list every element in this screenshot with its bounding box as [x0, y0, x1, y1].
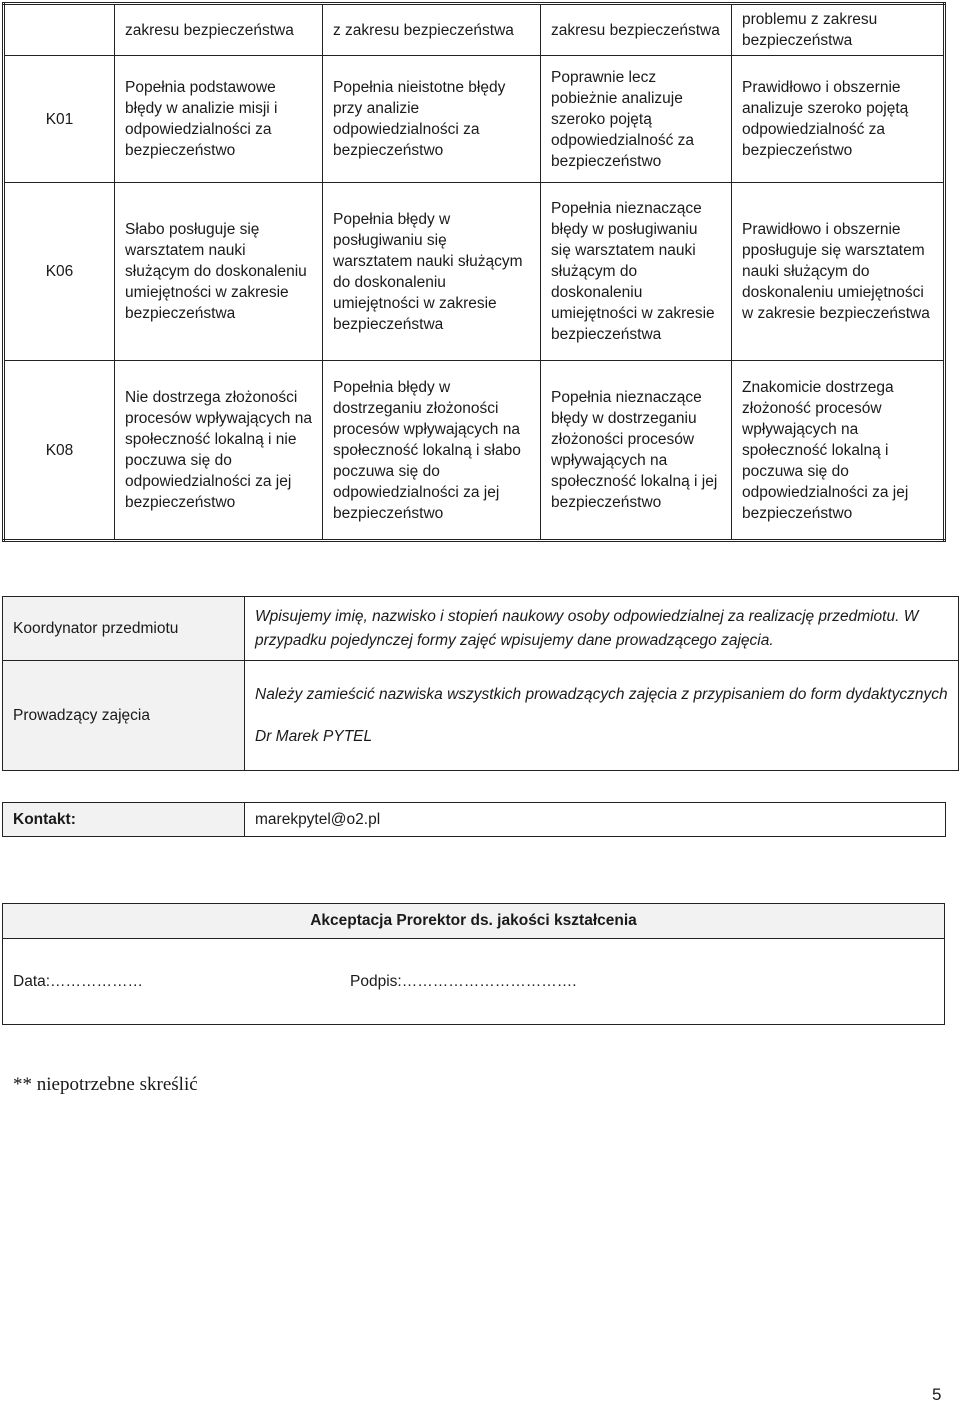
- grade-cell: Popełnia nieistotne błędy przy analizie odpowiedzialności za bezpieczeństwo: [323, 56, 541, 183]
- table-row: [4, 361, 945, 541]
- coordinator-row: [3, 597, 959, 661]
- staff-table: [2, 596, 959, 771]
- criterion-code: K06: [4, 183, 115, 361]
- grade-cell: Popełnia błędy w dostrzeganiu złożoności procesów wpływających na społeczność lokalną i słabo poczuwa się do odpowiedzialności za jej bezpieczeństwo: [323, 361, 541, 541]
- approval-table: [2, 903, 945, 1025]
- criterion-code: K01: [4, 56, 115, 183]
- criterion-code: K08: [4, 361, 115, 541]
- signature-field: Podpis:…………………………….: [350, 972, 577, 990]
- coordinator-text: Wpisujemy imię, nazwisko i stopień naukowy osoby odpowiedzialnej za realizację przedmiotu. W przypadku pojedynczej formy zajęć wpisujemy dane prowadzącego zajęcia.: [245, 597, 959, 661]
- approval-title: Akceptacja Prorektor ds. jakości kształcenia: [3, 904, 945, 939]
- header-cell-blank: [4, 4, 115, 56]
- header-cell: problemu z zakresu bezpieczeństwa: [732, 4, 945, 56]
- table-header-row: [4, 4, 945, 56]
- grade-cell: Poprawnie lecz pobieżnie analizuje szeroko pojętą odpowiedzialność za bezpieczeństwo: [541, 56, 732, 183]
- instructors-row: [3, 661, 959, 771]
- table-row: [4, 183, 945, 361]
- grade-cell: Słabo posługuje się warsztatem nauki służącym do doskonaleniu umiejętności w zakresie bezpieczeństwa: [115, 183, 323, 361]
- instructors-text: Należy zamieścić nazwiska wszystkich prowadzących zajęcia z przypisaniem do form dydaktycznych: [255, 685, 948, 703]
- grade-cell: Popełnia nieznaczące błędy w dostrzeganiu złożoności procesów wpływających na społeczność lokalną i jej bezpieczeństwo: [541, 361, 732, 541]
- page-number: 5: [932, 1385, 942, 1404]
- grade-cell: Prawidłowo i obszernie analizuje szeroko pojętą odpowiedzialność za bezpieczeństwo: [732, 56, 945, 183]
- contact-table: [2, 802, 946, 837]
- grade-cell: Prawidłowo i obszernie pposługuje się warsztatem nauki służącym do doskonaleniu umiejętności w zakresie bezpieczeństwa: [732, 183, 945, 361]
- approval-fields: [3, 939, 945, 1025]
- date-field: Data:………………: [13, 972, 144, 990]
- contact-email: marekpytel@o2.pl: [245, 803, 946, 837]
- assessment-criteria-table: [2, 2, 946, 542]
- grade-cell: Popełnia podstawowe błędy w analizie misji i odpowiedzialności za bezpieczeństwo: [115, 56, 323, 183]
- grade-cell: Nie dostrzega złożoności procesów wpływających na społeczność lokalną i nie poczuwa się do odpowiedzialności za jej bezpieczeństwo: [115, 361, 323, 541]
- instructor-name: Dr Marek PYTEL: [255, 727, 373, 745]
- grade-cell: Popełnia błędy w posługiwaniu się warsztatem nauki służącym do doskonaleniu umiejętności w zakresie bezpieczeństwa: [323, 183, 541, 361]
- grade-cell: Znakomicie dostrzega złożoność procesów wpływających na społeczność lokalną i poczuwa się do odpowiedzialności za jej bezpieczeństwo: [732, 361, 945, 541]
- coordinator-label: Koordynator przedmiotu: [3, 597, 245, 661]
- header-cell: zakresu bezpieczeństwa: [115, 4, 323, 56]
- header-cell: zakresu bezpieczeństwa: [541, 4, 732, 56]
- grade-cell: Popełnia nieznaczące błędy w posługiwaniu się warsztatem nauki służącym do doskonaleniu umiejętności w zakresie bezpieczeństwa: [541, 183, 732, 361]
- table-row: [4, 56, 945, 183]
- footnote: ** niepotrzebne skreślić: [13, 1074, 198, 1095]
- header-cell: z zakresu bezpieczeństwa: [323, 4, 541, 56]
- contact-label: Kontakt:: [3, 803, 245, 837]
- instructors-label: Prowadzący zajęcia: [3, 661, 245, 771]
- instructors-cell: [245, 661, 959, 771]
